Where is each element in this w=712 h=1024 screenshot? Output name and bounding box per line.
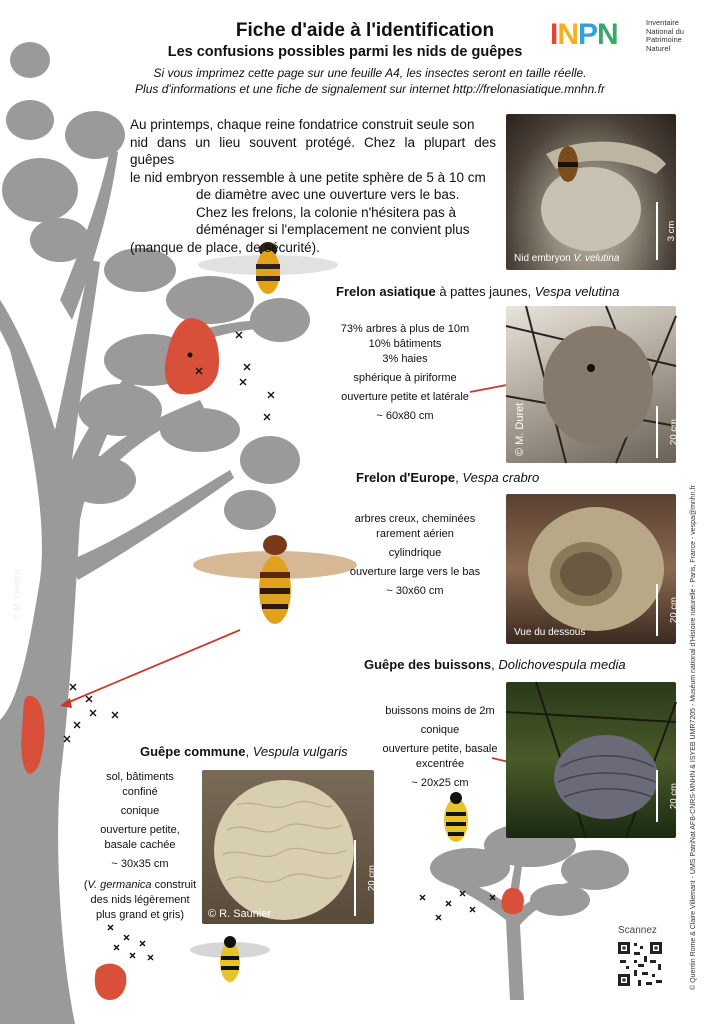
photo-credit: © M. Duret xyxy=(514,402,526,456)
scale-bar: 3 cm xyxy=(656,202,668,260)
arrow-crabro xyxy=(62,630,240,705)
foliage xyxy=(160,408,240,452)
media-nest-marker xyxy=(501,888,523,914)
small-tree-foliage xyxy=(561,850,629,890)
scale-bar: 20 cm xyxy=(656,584,668,636)
vulgaris-nest-shape xyxy=(202,770,374,924)
crabro-characteristics: arbres creux, cheminées rarement aérien cylindrique ouverture large vers le bas ~ 30x60 cm xyxy=(349,513,481,597)
foliage xyxy=(64,456,136,504)
species-title-vulgaris: Guêpe commune, Vespula vulgaris xyxy=(140,744,348,759)
scale-bar: 20 cm xyxy=(656,406,668,458)
photo-vulgaris-nest xyxy=(202,770,378,924)
foliage xyxy=(65,111,125,159)
velutina-nest-shape xyxy=(506,306,676,463)
inpn-logo-text: Inventaire National du Patrimoine Naturel xyxy=(646,18,684,53)
logo-letter: N xyxy=(557,18,579,51)
vulgaris-characteristics: sol, bâtiments confiné conique ouverture petite, basale cachée ~ 30x35 cm (V. germanica construit des nids légèrement plus grand et gris) xyxy=(83,771,197,921)
page-subtitle: Les confusions possibles parmi les nids de guêpes xyxy=(167,44,523,60)
scan-label: Scannez xyxy=(618,925,657,936)
foliage xyxy=(30,218,90,262)
embryo-nest-shape xyxy=(506,114,676,270)
species-title-velutina: Frelon asiatique à pattes jaunes, Vespa velutina xyxy=(336,284,620,299)
page-title: Fiche d'aide à l'identification xyxy=(235,20,495,41)
photo-embryo-nest xyxy=(506,114,676,270)
photo-crabro-nest xyxy=(506,494,680,644)
foliage xyxy=(240,436,300,484)
small-tree-foliage xyxy=(530,884,590,916)
foliage xyxy=(166,276,254,324)
foliage xyxy=(6,100,54,140)
inpn-logo-letters xyxy=(550,18,618,52)
side-credit: © Quentin Rome & Claire Villemant - UMS PatriNat AFB-CNRS-MNHN & ISYEB UMR7205 - Muséum national d'Histoire naturelle - Paris, France - vespa@mnhn.fr xyxy=(690,485,697,990)
crabro-caption: Vue du dessous xyxy=(514,627,586,638)
photo-credit: © R. Saunier xyxy=(208,908,272,920)
velutina-characteristics: 73% arbres à plus de 10m 10% bâtiments 3% haies sphérique à piriforme ouverture petite et latérale ~ 60x80 cm xyxy=(340,323,470,422)
species-title-crabro: Frelon d'Europe, Vespa crabro xyxy=(356,470,540,485)
crabro-nest-shape xyxy=(506,494,676,644)
foliage xyxy=(10,42,50,78)
wasp-media-insect xyxy=(444,792,468,842)
photo-media-nest xyxy=(506,682,680,838)
foliage xyxy=(250,298,310,342)
vulgaris-ground-nest-marker xyxy=(95,964,127,1000)
nest-opening xyxy=(188,353,193,358)
wasp-vulgaris-insect xyxy=(190,936,270,982)
info-note: Plus d'informations et une fiche de signalement sur internet http://frelonasiatique.mnhn.fr xyxy=(135,82,605,96)
photo-velutina-nest xyxy=(506,306,680,463)
media-characteristics: buissons moins de 2m conique ouverture petite, basale excentrée ~ 20x25 cm xyxy=(382,705,498,789)
embryo-caption: Nid embryon V. velutina xyxy=(514,253,620,264)
species-title-media: Guêpe des buissons, Dolichovespula media xyxy=(364,657,626,672)
scale-bar: 20 cm xyxy=(354,840,366,916)
qr-code[interactable] xyxy=(616,940,664,988)
print-note: Si vous imprimez cette page sur une feuille A4, les insectes seront en taille réelle. xyxy=(153,66,587,80)
foliage xyxy=(224,490,276,530)
inpn-logo xyxy=(550,18,700,58)
intro-paragraph: Au printemps, chaque reine fondatrice construit seule son nid dans un lieu souvent protégé. Chez la plupart des guêpes le nid embryon ressemble à une petite sphère de 5 à 10 cm de diamètre avec une ouverture vers le bas. Chez les frelons, la colonie n'hésitera pas à déménager si l'emplacement ne convient plus (manque de place, de sécurité). xyxy=(130,117,496,255)
logo-letter: I xyxy=(550,18,558,51)
media-nest-shape xyxy=(506,682,676,838)
logo-letter: P xyxy=(578,18,598,51)
scale-bar: 20 cm xyxy=(656,770,668,822)
logo-letter: N xyxy=(597,18,618,51)
foliage xyxy=(2,158,78,222)
tree-credit: © M. Delétre xyxy=(12,569,22,620)
foliage xyxy=(78,384,162,436)
hornet-crabro-insect xyxy=(193,535,357,624)
